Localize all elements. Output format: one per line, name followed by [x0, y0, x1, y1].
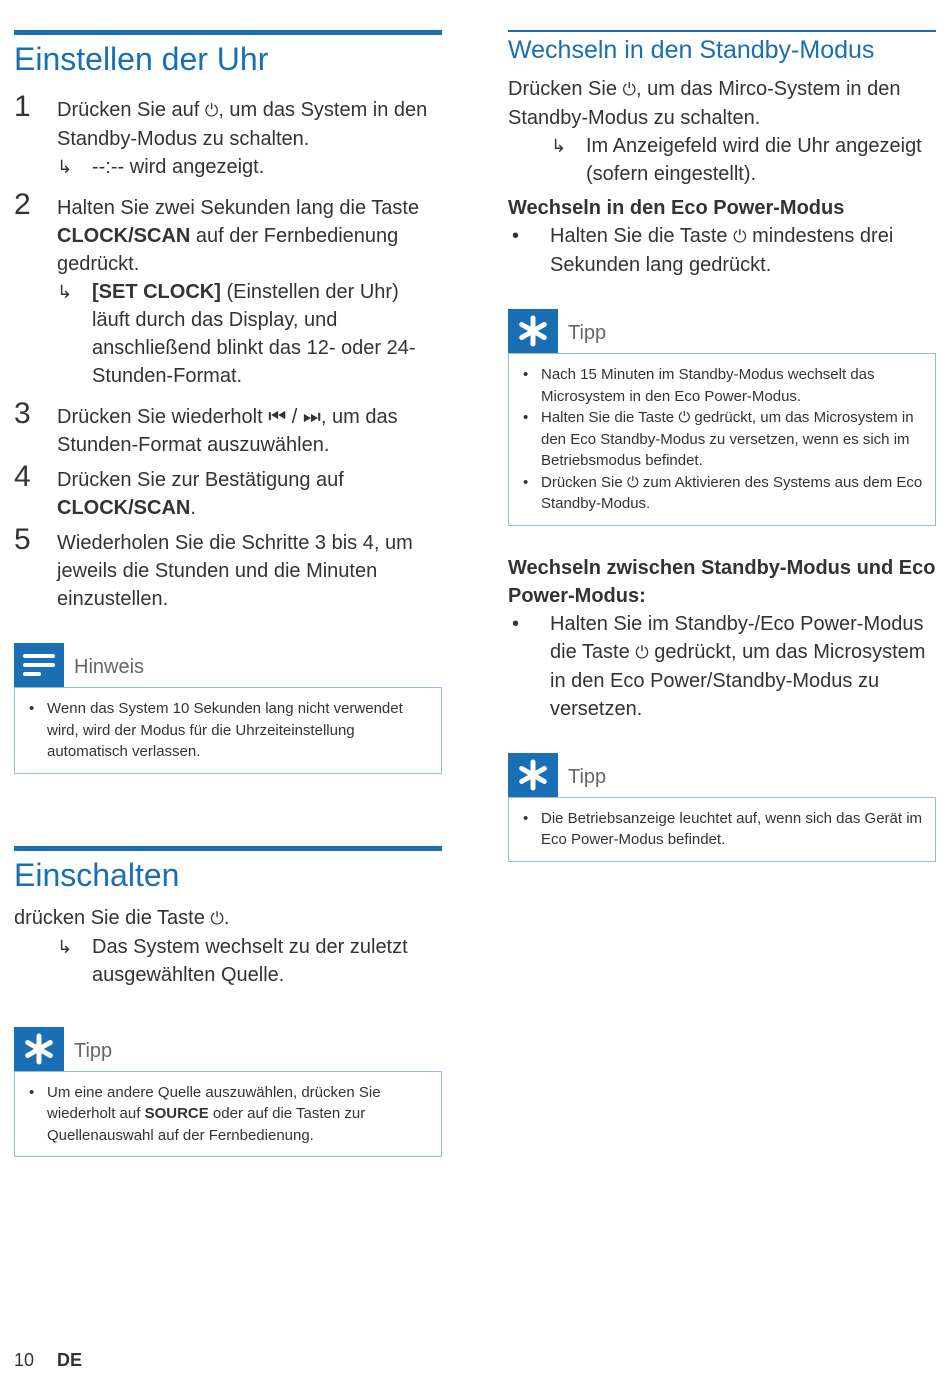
- step-3: 3 Drücken Sie wiederholt ⏮ / ⏭, um das Stunden-Format auszuwählen.: [14, 397, 398, 456]
- eco-bullet: • Halten Sie die Taste ⏻ mindestens drei Sekunden lang gedrückt.: [512, 225, 894, 276]
- power-icon: ⏻: [733, 227, 747, 246]
- language-code: DE: [57, 1350, 83, 1370]
- result-arrow-icon: ↳: [57, 157, 73, 177]
- tip-box: [508, 753, 936, 862]
- standby-title: Wechseln in den Standby-Modus: [508, 36, 875, 64]
- tip-box: [14, 1027, 442, 1158]
- prev-next-icon: ⏮ / ⏭: [268, 406, 321, 428]
- power-on-text: drücken Sie die Taste ⏻.: [14, 906, 230, 929]
- tip-body: [508, 353, 936, 526]
- power-on-title: Einschalten: [14, 856, 180, 893]
- standby-result: ↳ Im Anzeigefeld wird die Uhr angezeigt (sofern eingestellt).: [551, 132, 936, 188]
- tip-box: [508, 309, 936, 526]
- list-item: • Nach 15 Minuten im Standby-Modus wechselt das Microsystem in den Eco Power-Modus.: [523, 366, 875, 405]
- result-arrow-icon: ↳: [57, 936, 73, 957]
- list-item: • Um eine andere Quelle auszuwählen, drücken Sie wiederholt auf SOURCE oder auf die Tasten zur Quellenauswahl auf der Fernbedienung.: [29, 1083, 381, 1144]
- step-5: 5 Wiederholen Sie die Schritte 3 bis 4, um jeweils die Stunden und die Minuten einzustellen.: [14, 523, 413, 610]
- list-item: • Die Betriebsanzeige leuchtet auf, wenn sich das Gerät im Eco Power-Modus befindet.: [523, 809, 923, 848]
- step-2-result: ↳ [SET CLOCK] (Einstellen der Uhr) läuft durch das Display, und anschließend blinkt das 12- oder 24-Stunden-Format.: [57, 278, 442, 390]
- power-icon: ⏻: [678, 409, 691, 426]
- left-column: [14, 0, 442, 1157]
- note-body: [14, 687, 442, 774]
- tip-body: [14, 1071, 442, 1158]
- power-icon: ⏻: [626, 473, 639, 491]
- section-rule: [14, 30, 442, 35]
- tip-title: Tipp: [568, 765, 607, 788]
- tip-star-icon: [14, 1027, 64, 1071]
- standby-text: Drücken Sie ⏻, um das Mirco-System in den Standby-Modus zu schalten.: [508, 78, 901, 129]
- note-title: Hinweis: [74, 656, 145, 678]
- clock-title: Einstellen der Uhr: [14, 41, 269, 77]
- power-icon: ⏻: [204, 101, 219, 120]
- step-1: 1 Drücken Sie auf ⏻, um das System in den Standby-Modus zu schalten.: [14, 90, 428, 150]
- page-number: 10: [14, 1350, 35, 1370]
- power-icon: ⏻: [210, 908, 224, 928]
- tip-body: [508, 797, 936, 862]
- section-rule: [508, 30, 936, 32]
- power-icon: ⏻: [622, 80, 636, 99]
- list-item: • Halten Sie die Taste ⏻ gedrückt, um das Microsystem in den Eco Standby-Modus zu versetzen, wenn es sich im Betriebsmodus befindet.: [523, 409, 914, 469]
- switch-heading: Wechseln zwischen Standby-Modus und Eco Power-Modus:: [508, 556, 936, 607]
- note-box: [14, 643, 442, 774]
- tip-star-icon: [508, 309, 558, 353]
- page-footer: [14, 1350, 82, 1371]
- result-arrow-icon: ↳: [57, 282, 73, 302]
- step-1-result: ↳ --:-- wird angezeigt.: [57, 153, 442, 181]
- note-icon: [14, 643, 64, 687]
- list-item: • Drücken Sie ⏻ zum Aktivieren des Systems aus dem Eco Standby-Modus.: [523, 473, 923, 512]
- tip-title: Tipp: [74, 1039, 113, 1062]
- section-rule: [14, 846, 442, 851]
- power-icon: ⏻: [635, 642, 649, 662]
- result-arrow-icon: ↳: [551, 136, 567, 156]
- power-on-result: ↳ Das System wechselt zu der zuletzt ausgewählten Quelle.: [57, 933, 442, 989]
- tip-star-icon: [508, 753, 558, 797]
- tip-title: Tipp: [568, 322, 607, 344]
- switch-bullet: • Halten Sie im Standby-/Eco Power-Modus die Taste ⏻ gedrückt, um das Microsystem in den Eco Power/Standby-Modus zu versetzen.: [512, 612, 926, 720]
- list-item: • Wenn das System 10 Sekunden lang nicht verwendet wird, wird der Modus für die Uhrzeiteinstellung automatisch verlassen.: [29, 700, 403, 760]
- step-2: 2 Halten Sie zwei Sekunden lang die Taste CLOCK/SCAN auf der Fernbedienung gedrückt.: [14, 188, 420, 275]
- right-column: [508, 0, 936, 862]
- step-4: 4 Drücken Sie zur Bestätigung auf CLOCK/SCAN.: [14, 460, 344, 519]
- eco-heading: Wechseln in den Eco Power-Modus: [508, 197, 845, 219]
